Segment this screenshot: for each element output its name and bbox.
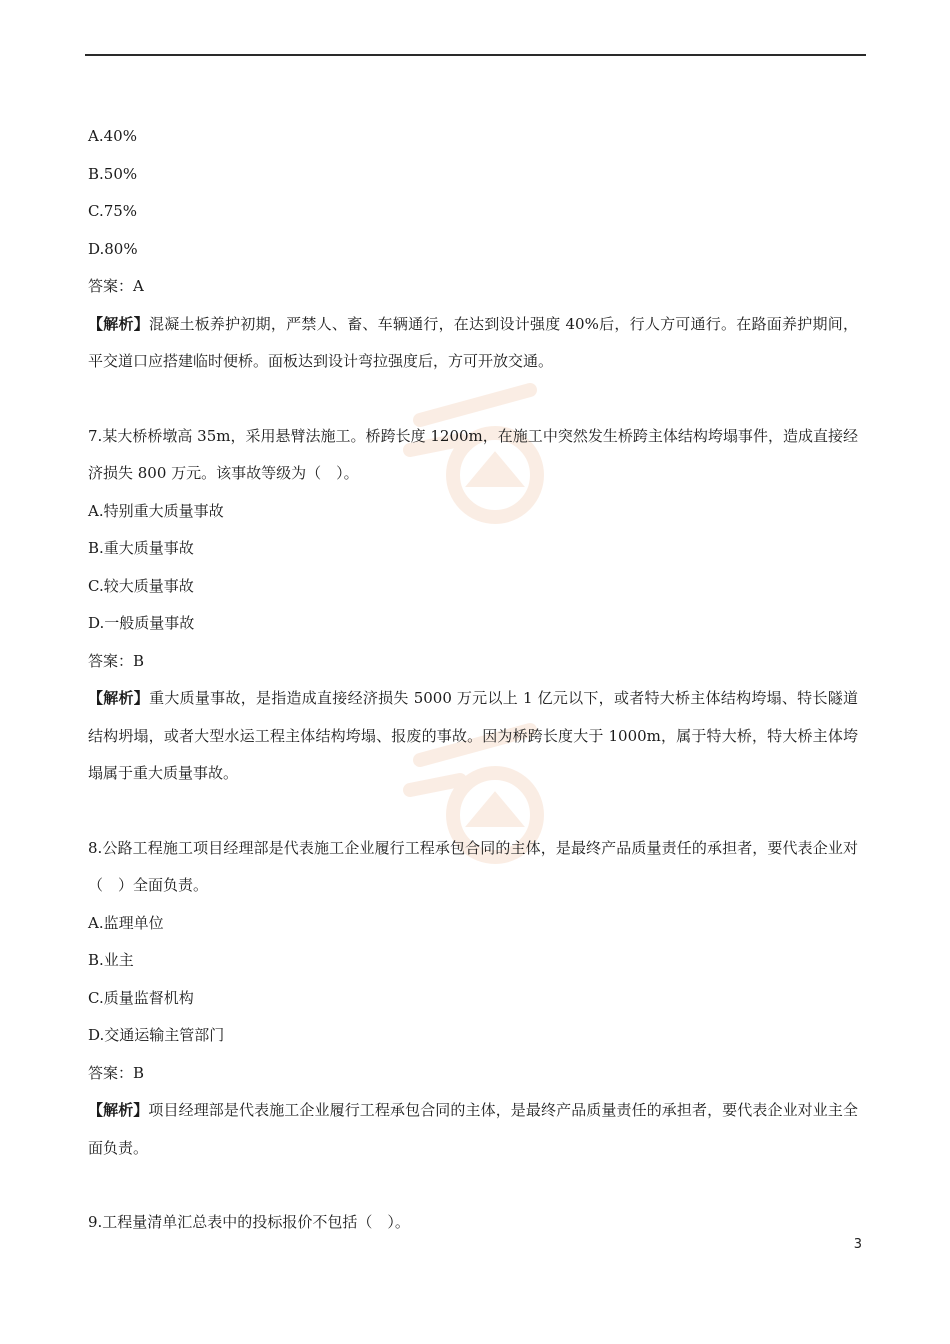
- q6-option-b: B.50%: [88, 164, 138, 183]
- q7-option-d: D.一般质量事故: [88, 614, 195, 632]
- q7-answer: 答案：B: [88, 651, 145, 670]
- q8-option-a: A.监理单位: [88, 913, 164, 932]
- analysis-tag: 【解析】: [88, 1101, 149, 1119]
- q6-option-c: C.75%: [88, 202, 138, 220]
- q8-option-d: D.交通运输主管部门: [88, 1026, 225, 1044]
- document-body: [88, 118, 858, 1242]
- header-rule: [85, 54, 866, 56]
- q6-option-a: A.40%: [88, 127, 137, 145]
- q7-analysis: [88, 680, 858, 793]
- q8-answer: 答案：B: [88, 1063, 145, 1082]
- analysis-text: 项目经理部是代表施工企业履行工程承包合同的主体，是最终产品质量责任的承担者，要代表企业对业主全面负责。: [88, 1101, 858, 1157]
- q6-analysis: [88, 306, 858, 381]
- analysis-tag: 【解析】: [88, 314, 149, 333]
- q6-option-d: D.80%: [88, 239, 138, 258]
- q7-question: 7.某大桥桥墩高 35m，采用悬臂法施工。桥跨长度 1200m，在施工中突然发生桥跨主体结构垮塌事件，造成直接经济损失 800 万元。该事故等级为（ ）。: [88, 426, 858, 482]
- q8-question: 8.公路工程施工项目经理部是代表施工企业履行工程承包合同的主体，是最终产品质量责任的承担者，要代表企业对（ ）全面负责。: [88, 838, 858, 894]
- analysis-tag: 【解析】: [88, 689, 150, 707]
- q8-option-c: C.质量监督机构: [88, 988, 194, 1007]
- analysis-text: 混凝土板养护初期，严禁人、畜、车辆通行，在达到设计强度 40%后，行人方可通行。在路面养护期间，平交道口应搭建临时便桥。面板达到设计弯拉强度后，方可开放交通。: [88, 314, 858, 370]
- q8-analysis: [88, 1092, 858, 1167]
- q7-option-b: B.重大质量事故: [88, 539, 194, 557]
- q8-option-b: B.业主: [88, 951, 134, 969]
- analysis-text: 重大质量事故，是指造成直接经济损失 5000 万元以上 1 亿元以下，或者特大桥主体结构垮塌、特长隧道结构坍塌，或者大型水运工程主体结构垮塌、报废的事故。因为桥跨长度大于 1000m，属于特大桥，特大桥主体垮塌属于重大质量事故。: [88, 689, 858, 782]
- q7-option-a: A.特别重大质量事故: [88, 501, 224, 520]
- q7-option-c: C.较大质量事故: [88, 576, 194, 595]
- page-number: 3: [853, 1237, 862, 1252]
- q9-question: 9.工程量清单汇总表中的投标报价不包括（ ）。: [88, 1213, 410, 1231]
- q6-answer: 答案：A: [88, 277, 144, 295]
